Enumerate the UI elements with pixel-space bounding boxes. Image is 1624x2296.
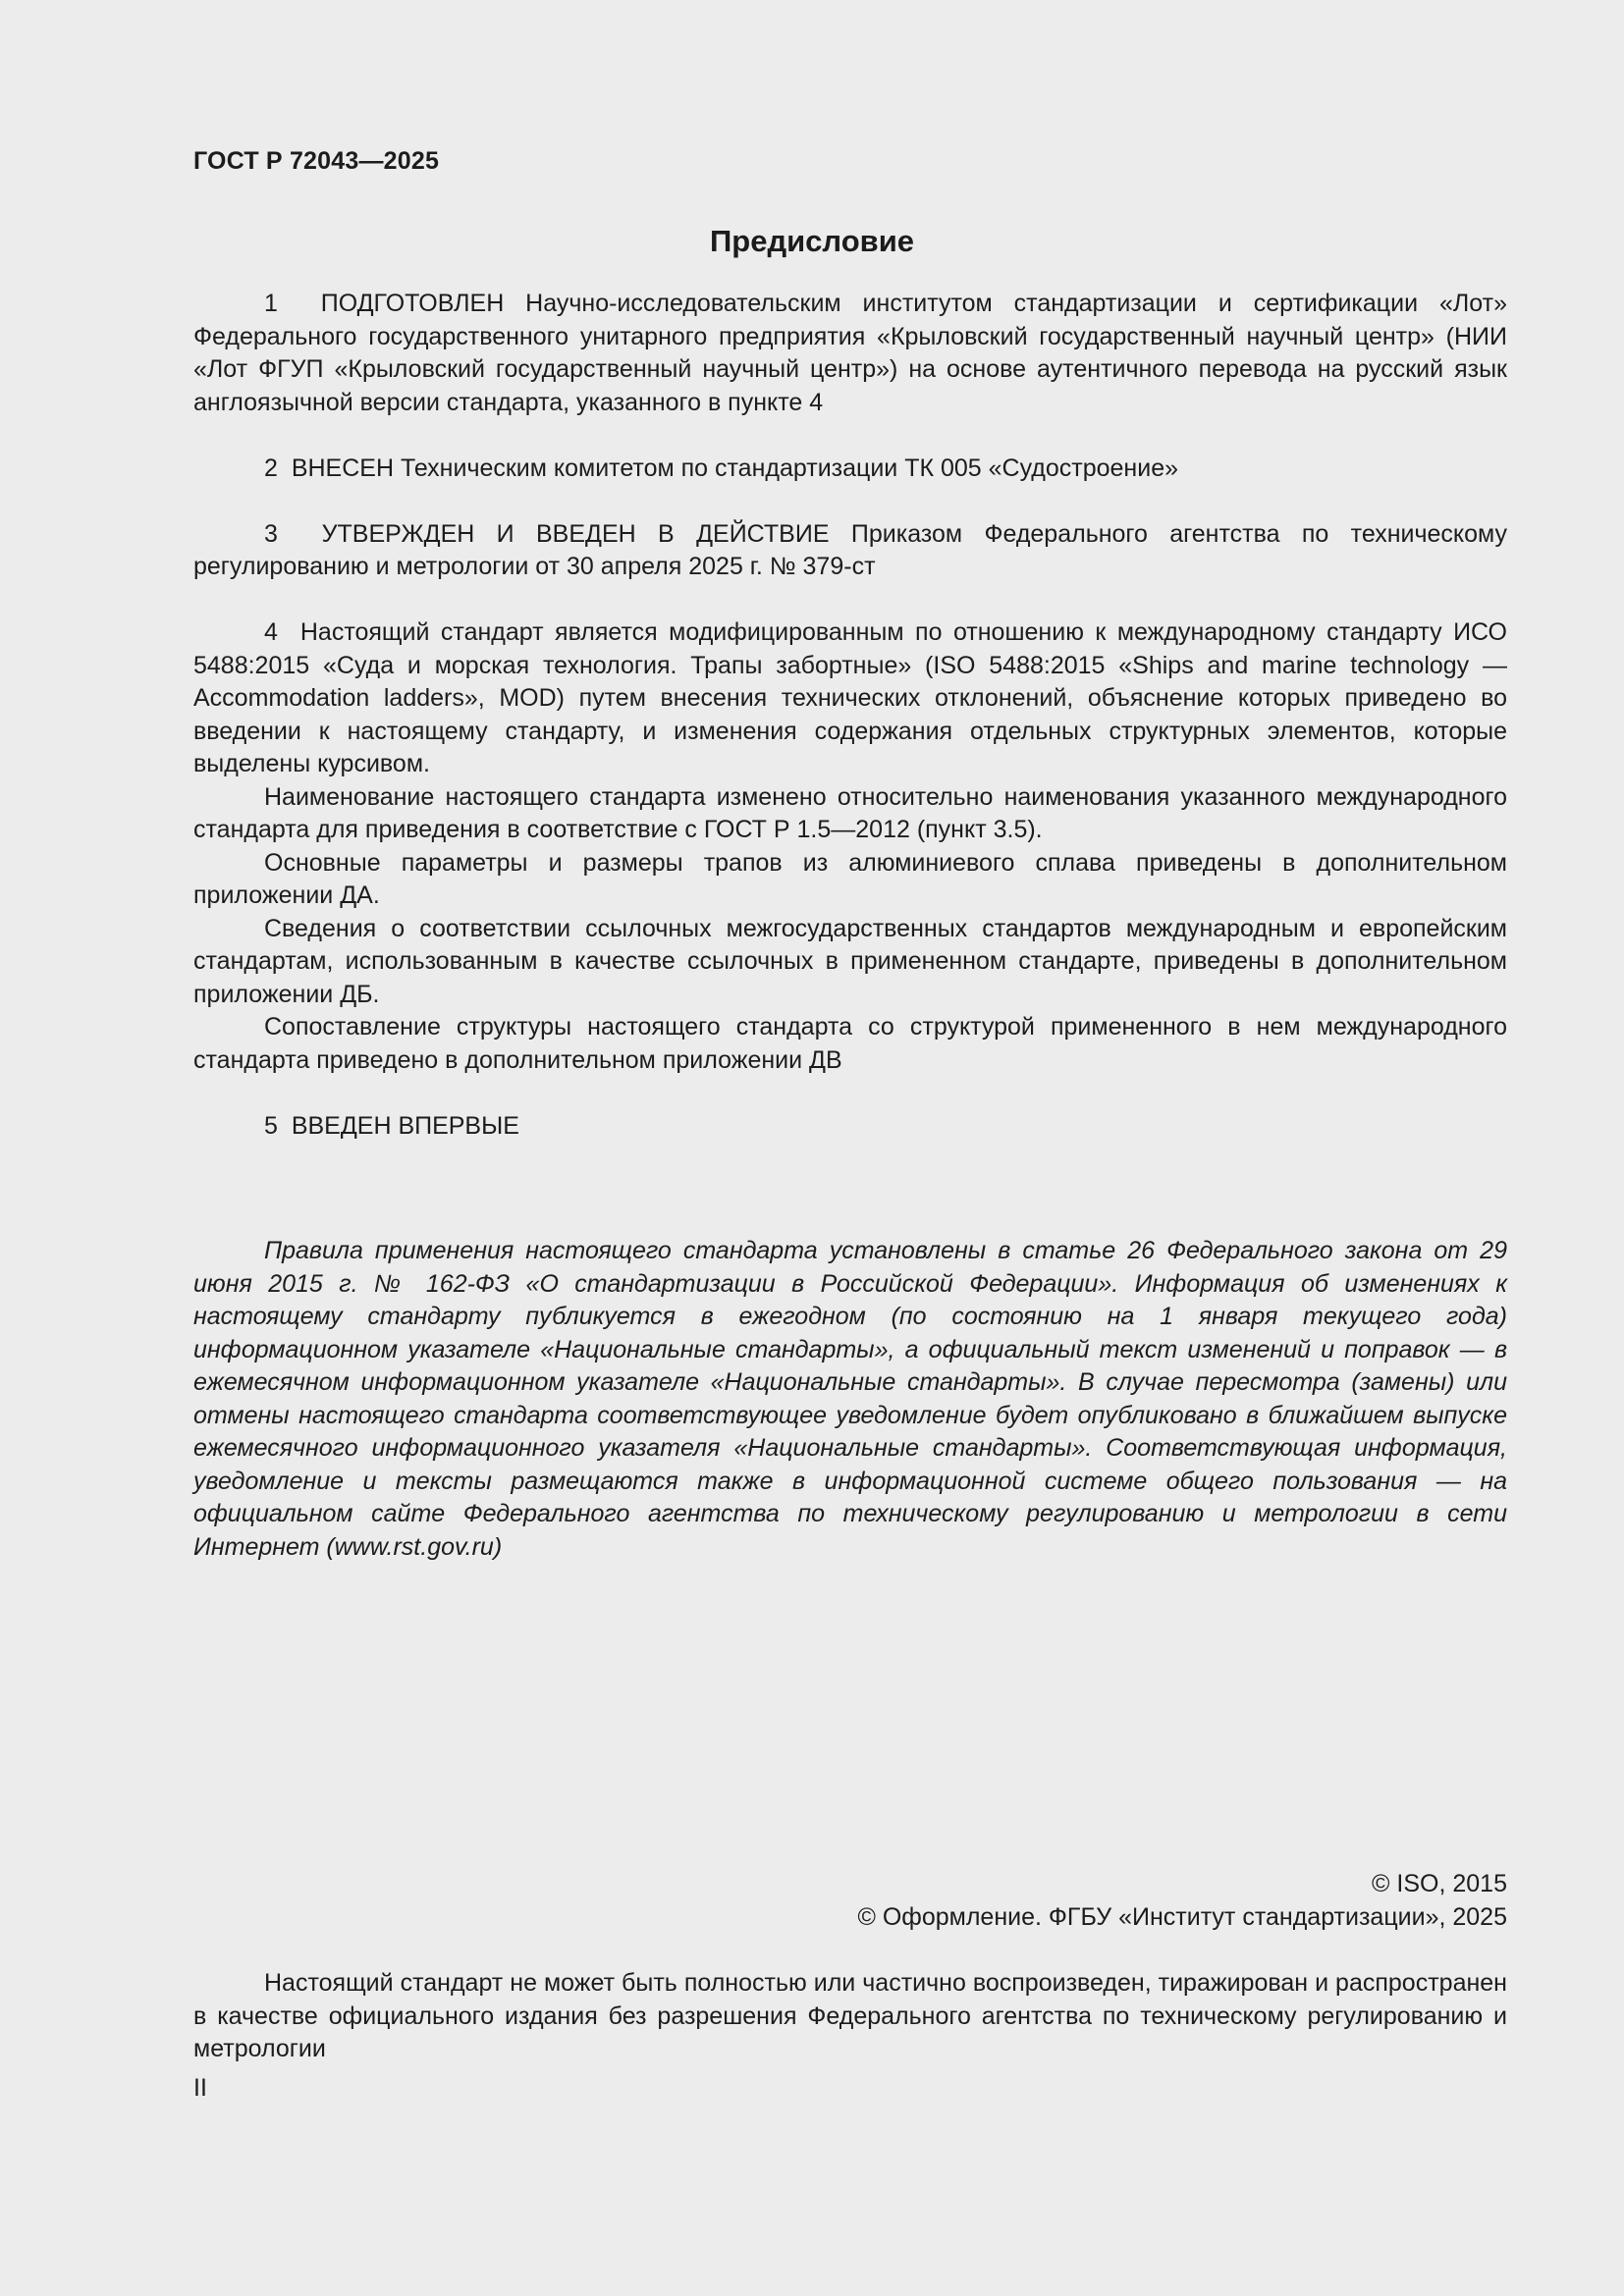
- item-5-number: 5: [264, 1111, 278, 1140]
- legal-notice: [193, 1967, 1507, 2066]
- item-5-paragraph: [193, 1110, 1507, 1144]
- item-3-number: 3: [264, 519, 278, 548]
- copyright-iso: © ISO, 2015: [1372, 1870, 1507, 1897]
- page-title: Предисловие: [709, 224, 914, 258]
- item-3-paragraph: [193, 518, 1507, 584]
- item-4-paragraph-appendix-da: Основные параметры и размеры трапов из алюминиевого сплава приведены в дополнительном приложении ДА.: [193, 848, 1507, 909]
- legal-notice-text: Настоящий стандарт не может быть полностью или частично воспроизведен, тиражирован и распространен в качестве официального издания без разрешения Федерального агентства по техническому регулированию и метрологии: [193, 1969, 1507, 2062]
- item-2-number: 2: [264, 454, 278, 482]
- item-4-paragraph-title-change: Наименование настоящего стандарта изменено относительно наименования указанного международного стандарта для приведения в соответствие с ГОСТ Р 1.5—2012 (пункт 3.5).: [193, 782, 1507, 843]
- item-4-paragraph-appendix-dv: Сопоставление структуры настоящего стандарта со структурой примененного в нем международного стандарта приведено в дополнительном приложении ДВ: [193, 1013, 1507, 1074]
- item-1-number: 1: [264, 290, 278, 317]
- item-3-text: УТВЕРЖДЕН И ВВЕДЕН В ДЕЙСТВИЕ Приказом Федерального агентства по техническому регулированию и метрологии от 30 апреля 2025 г. № 379-ст: [193, 519, 1507, 580]
- application-rules-note: [193, 1235, 1507, 1564]
- item-2-text: ВНЕСЕН Техническим комитетом по стандартизации ТК 005 «Судостроение»: [291, 454, 1179, 482]
- copyright-publisher: © Оформление. ФГБУ «Институт стандартизации», 2025: [857, 1902, 1507, 1931]
- copyright-block: [857, 1868, 1507, 1934]
- item-1-text: ПОДГОТОВЛЕН Научно-исследовательским институтом стандартизации и сертификации «Лот» Федерального государственного унитарного предприятия «Крыловский государственный научный центр» (НИИ «Лот ФГУП «Крыловский государственный научный центр») на основе аутентичного перевода на русский язык англоязычной версии стандарта, указанного в пункте 4: [193, 290, 1507, 416]
- document-code-header: ГОСТ Р 72043—2025: [193, 147, 440, 175]
- item-5-text: ВВЕДЕН ВПЕРВЫЕ: [291, 1111, 519, 1140]
- application-rules-text: Правила применения настоящего стандарта установлены в статье 26 Федерального закона от 29 июня 2015 г. № 162-ФЗ «О стандартизации в Российской Федерации». Информация об изменениях к настоящему стандарту публикуется в ежегодном (по состоянию на 1 января текущего года) информационном указателе «Национальные стандарты», а официальный текст изменений и поправок — в ежемесячном информационном указателе «Национальные стандарты». В случае пересмотра (замены) или отмены настоящего стандарта соответствующее уведомление будет опубликовано в ближайшем выпуске ежемесячного информационного указателя «Национальные стандарты». Соответствующая информация, уведомление и тексты размещаются также в информационной системе общего пользования — на официальном сайте Федерального агентства по техническому регулированию и метрологии в сети Интернет (www.rst.gov.ru): [193, 1237, 1507, 1561]
- item-2-paragraph: [193, 453, 1507, 486]
- item-4-paragraph-appendix-db: Сведения о соответствии ссылочных межгосударственных стандартов международным и европейским стандартам, использованным в качестве ссылочных в примененном стандарте, приведены в дополнительном приложении ДБ.: [193, 914, 1507, 1008]
- item-4-text: Настоящий стандарт является модифицированным по отношению к международному стандарту ИСО 5488:2015 «Суда и морская технология. Трапы забортные» (ISO 5488:2015 «Ships and marine technology — Accommodation ladders», MOD) путем внесения технических отклонений, объяснение которых приведено во введении к настоящему стандарту, и изменения содержания отдельных структурных элементов, которые выделены курсивом.: [193, 618, 1507, 777]
- page-number: II: [193, 2074, 207, 2102]
- item-1-paragraph: [193, 288, 1507, 419]
- foreword-items: [193, 288, 1507, 1143]
- item-4-number: 4: [264, 618, 278, 646]
- item-4-paragraph: [193, 616, 1507, 781]
